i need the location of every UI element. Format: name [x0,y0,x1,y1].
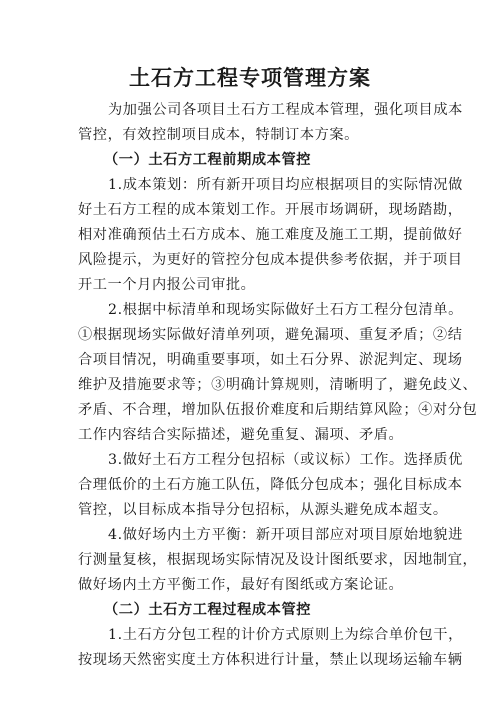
paragraph-line: 1.成本策划：所有新开项目均应根据项目的实际情况做 [108,177,463,193]
paragraph-line: 做好场内土方平衡工作，最好有图纸或方案论证。 [78,577,404,593]
paragraph-line: 3.做好土石方工程分包招标（或议标）工作。选择质优 [108,452,463,468]
paragraph-line: 相对准确预估土石方成本、施工难度及施工工期，提前做好 [78,227,463,243]
paragraph-line: 2.根据中标清单和现场实际做好土石方工程分包清单。 [108,302,463,318]
paragraph-line: 合项目情况，明确重要事项，如土石分界、淤泥判定、现场 [78,352,463,368]
paragraph-line: 按现场天然密实度土方体积进行计量，禁止以现场运输车辆 [78,652,463,668]
paragraph-line: 工作内容结合实际描述，避免重复、漏项、矛盾。 [78,427,404,443]
paragraph-line: 风险提示，为更好的管控分包成本提供参考依据，并于项目 [78,252,463,268]
paragraph-line: ①根据现场实际做好清单列项，避免漏项、重复矛盾；②结 [78,327,463,343]
paragraph-line: 管控，有效控制项目成本，特制订本方案。 [78,127,359,143]
paragraph-line: 行测量复核，根据现场实际情况及设计图纸要求，因地制宜， [78,552,478,568]
section-heading: （二）土石方工程过程成本管控 [104,602,312,618]
paragraph-line: 好土石方工程的成本策划工作。开展市场调研，现场踏勘， [78,202,463,218]
paragraph-line: 4.做好场内土方平衡：新开项目部应对项目原始地貌进 [108,527,463,543]
paragraph-line: 为加强公司各项目土石方工程成本管理，强化项目成本 [108,102,463,118]
paragraph-line: 维护及措施要求等；③明确计算规则，清晰明了，避免歧义、 [78,377,478,393]
document-title: 土石方工程专项管理方案 [129,65,371,90]
paragraph-line: 合理低价的土石方施工队伍，降低分包成本；强化目标成本 [78,477,463,493]
paragraph-line: 开工一个月内报公司审批。 [78,277,256,293]
paragraph-line: 1.土石方分包工程的计价方式原则上为综合单价包干， [108,627,463,643]
section-heading: （一）土石方工程前期成本管控 [104,152,312,168]
paragraph-line: 管控，以目标成本指导分包招标，从源头避免成本超支。 [78,502,448,518]
paragraph-line: 矛盾、不合理，增加队伍报价难度和后期结算风险；④对分包 [78,402,478,418]
